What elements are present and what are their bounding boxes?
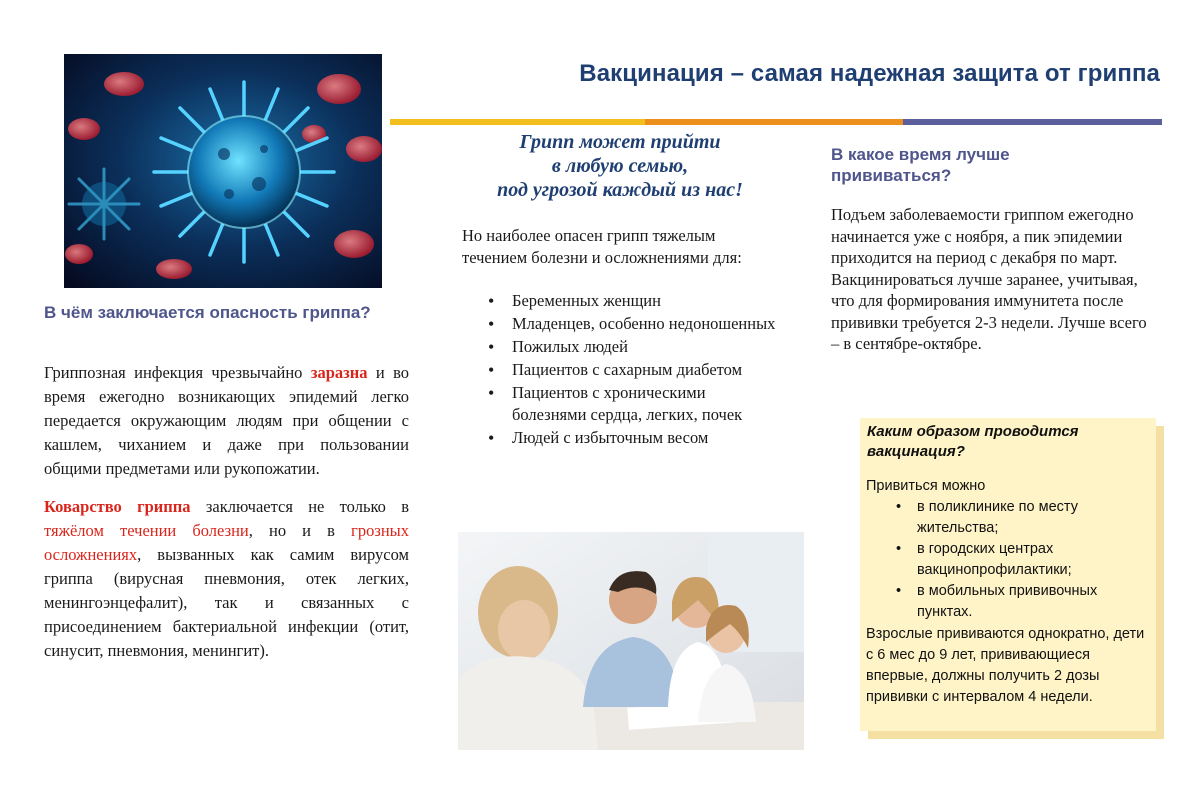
tagline-line-2: в любую семью, bbox=[551, 155, 689, 177]
insidiousness-lead: Коварство гриппа bbox=[44, 497, 191, 516]
virus-illustration-svg bbox=[64, 54, 382, 288]
complications-highlight: грозных осложнениях bbox=[44, 521, 409, 564]
danger-section bbox=[44, 361, 409, 663]
list-item: • в поликлинике по месту жительства; bbox=[866, 497, 1152, 539]
list-item: • Младенцев, особенно недоношенных bbox=[462, 313, 782, 335]
list-item: • Пожилых людей bbox=[462, 336, 782, 358]
virus-illustration bbox=[64, 54, 382, 288]
flu-tagline bbox=[440, 130, 800, 202]
severe-course-highlight: тяжёлом течении болезни bbox=[44, 521, 249, 540]
family-doctor-photo-svg bbox=[458, 532, 804, 750]
insidiousness-text-2: , но и в bbox=[248, 521, 335, 540]
contagion-text-start: Гриппозная инфекция чрезвычайно bbox=[44, 363, 303, 382]
how-vaccination-box bbox=[860, 418, 1156, 731]
danger-heading: В чём заключается опасность гриппа? bbox=[44, 303, 371, 322]
title-underline-purple bbox=[903, 119, 1162, 125]
tagline-line-1: Грипп может прийти bbox=[519, 131, 721, 153]
how-heading: Каким образом проводится вакцинация? bbox=[867, 423, 1079, 460]
title-underline-orange bbox=[645, 119, 903, 125]
contagion-text-end: и во время ежегодно возникающих эпидемий легко передается окружающим людям при общении с кашлем, чиханием и даже при пользовании общими предметами или рукопожатии. bbox=[44, 363, 410, 478]
list-item: • Пациентов с сахарным диабетом bbox=[462, 359, 782, 381]
when-heading: В какое время лучше прививаться? bbox=[831, 145, 1010, 185]
contagious-highlight: заразна bbox=[310, 363, 368, 382]
list-item: • в городских центрах вакцинопрофилактики; bbox=[866, 539, 1152, 581]
insidiousness-paragraph bbox=[44, 495, 409, 663]
how-lead: Привиться можно bbox=[866, 478, 986, 494]
dosing-note: Взрослые прививаются однократно, дети с 6 мес до 9 лет, прививающиеся впервые, должны получить 2 дозы прививки с интервалом 4 недели. bbox=[866, 626, 1145, 705]
insidiousness-text-1: заключается не только в bbox=[205, 497, 409, 516]
family-doctor-photo bbox=[458, 532, 804, 750]
list-item: • Пациентов с хроническими болезнями сердца, легких, почек bbox=[462, 382, 782, 426]
when-text: Подъем заболеваемости гриппом ежегодно начинается уже с ноября, а пик эпидемии приходится на период с декабря по март. Вакцинироваться лучше заранее, учитывая, что для формирования иммунитета после прививки требуется 2-3 недели. Лучше всего – в сентябре-октябре. bbox=[831, 205, 1147, 353]
risk-groups-intro: Но наиболее опасен грипп тяжелым течением болезни и осложнениями для: bbox=[462, 226, 742, 267]
risk-groups-list bbox=[462, 290, 782, 450]
contagion-paragraph bbox=[44, 361, 409, 481]
insidiousness-text-3: , вызванных как самим вирусом гриппа (вирусная пневмония, отек легких, менингоэнцефалит), так и связанных с присоединением бактериальной инфекции (отит, синусит, пневмония, менингит). bbox=[44, 545, 409, 660]
list-item: • в мобильных прививочных пунктах. bbox=[866, 581, 1152, 623]
tagline-line-3: под угрозой каждый из нас! bbox=[497, 179, 743, 201]
vaccination-places-list bbox=[866, 497, 1152, 623]
list-item: • Людей с избыточным весом bbox=[462, 427, 782, 449]
page-title: Вакцинация – самая надежная защита от гриппа bbox=[579, 60, 1160, 87]
title-underline bbox=[390, 119, 1162, 125]
title-underline-yellow bbox=[390, 119, 645, 125]
list-item: • Беременных женщин bbox=[462, 290, 782, 312]
